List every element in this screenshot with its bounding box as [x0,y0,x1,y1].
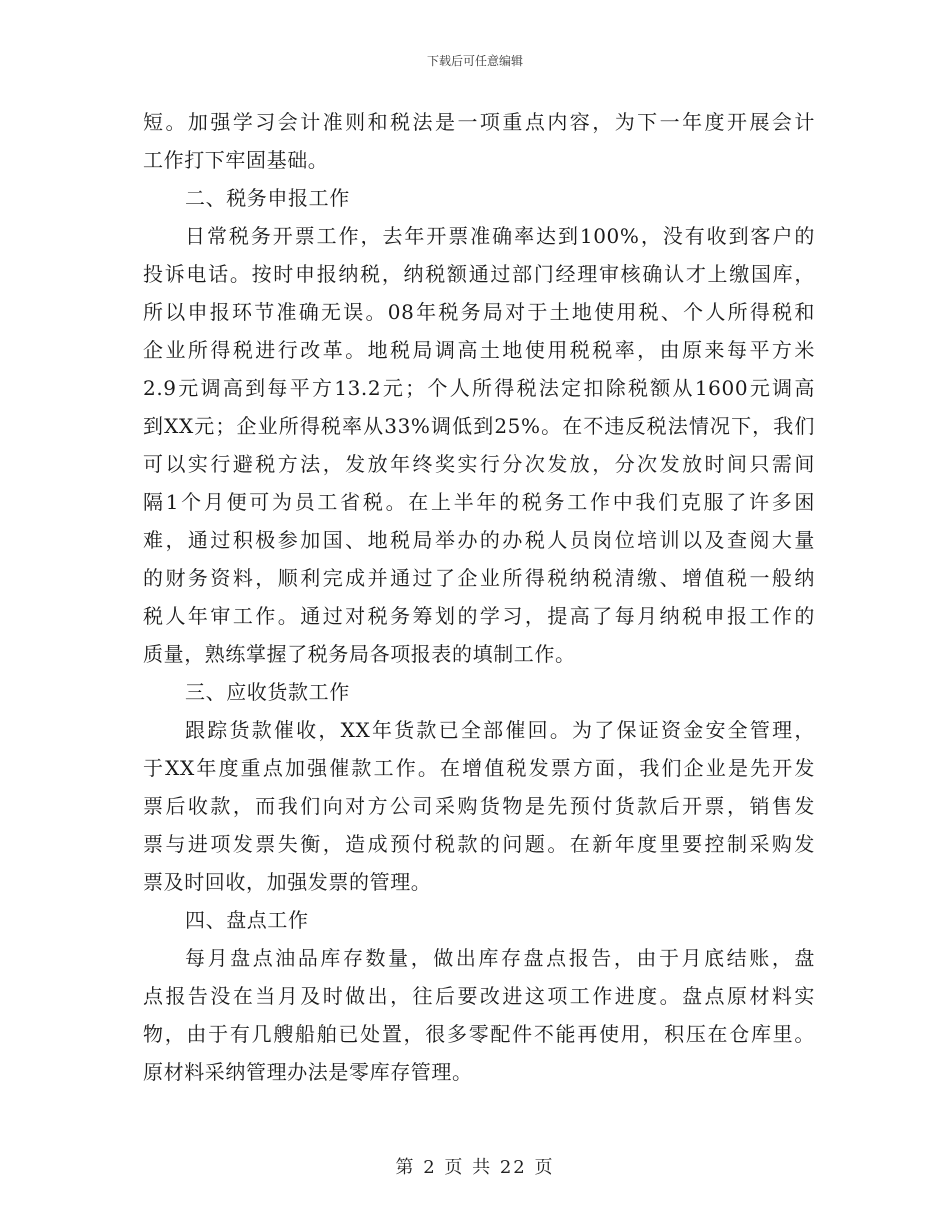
text-line: 跟踪货款催收，XX年货款已全部催回。为了保证资金安全管理， [185,718,815,742]
section-heading: 二、税务申报工作 [185,186,350,210]
text-line: 投诉电话。按时申报纳税，纳税额通过部门经理审核确认才上缴国库， [143,262,815,286]
text-line: 所以申报环节准确无误。08年税务局对于土地使用税、个人所得税和 [143,300,815,324]
text-line: 质量，熟练掌握了税务局各项报表的填制工作。 [143,642,576,666]
text-line: 票后收款，而我们向对方公司采购货物是先预付货款后开票，销售发 [143,794,815,818]
section-heading: 四、盘点工作 [185,908,309,932]
text-line: 点报告没在当月及时做出，往后要改进这项工作进度。盘点原材料实 [143,984,815,1008]
text-line: 票与进项发票失衡，造成预付税款的问题。在新年度里要控制采购发 [143,832,815,856]
text-line: 税人年审工作。通过对税务筹划的学习，提高了每月纳税申报工作的 [143,604,815,628]
text-line: 企业所得税进行改革。地税局调高土地使用税税率，由原来每平方米 [143,338,815,362]
text-line: 于XX年度重点加强催款工作。在增值税发票方面，我们企业是先开发 [143,756,815,780]
section-heading: 三、应收货款工作 [185,680,350,704]
text-line: 的财务资料，顺利完成并通过了企业所得税纳税清缴、增值税一般纳 [143,566,815,590]
document-body [143,103,815,1091]
text-line: 物，由于有几艘船舶已处置，很多零配件不能再使用，积压在仓库里。 [143,1022,815,1046]
text-line: 工作打下牢固基础。 [143,148,329,172]
text-line: 票及时回收，加强发票的管理。 [143,870,432,894]
text-line: 难，通过积极参加国、地税局举办的办税人员岗位培训以及查阅大量 [143,528,815,552]
text-line: 到XX元；企业所得税率从33%调低到25%。在不违反税法情况下，我们 [143,414,815,438]
page-header: 下载后可任意编辑 [426,54,523,68]
text-line: 隔1个月便可为员工省税。在上半年的税务工作中我们克服了许多困 [143,490,815,514]
text-line: 可以实行避税方法，发放年终奖实行分次发放，分次发放时间只需间 [143,452,815,476]
page-footer: 第 2 页 共 22 页 [395,1157,555,1178]
text-line: 原材料采纳管理办法是零库存管理。 [143,1060,473,1084]
text-line: 每月盘点油品库存数量，做出库存盘点报告，由于月底结账，盘 [185,946,815,970]
text-line: 2.9元调高到每平方13.2元；个人所得税法定扣除税额从1600元调高 [143,376,815,400]
text-line: 短。加强学习会计准则和税法是一项重点内容，为下一年度开展会计 [143,110,815,134]
text-line: 日常税务开票工作，去年开票准确率达到100%，没有收到客户的 [185,224,815,248]
